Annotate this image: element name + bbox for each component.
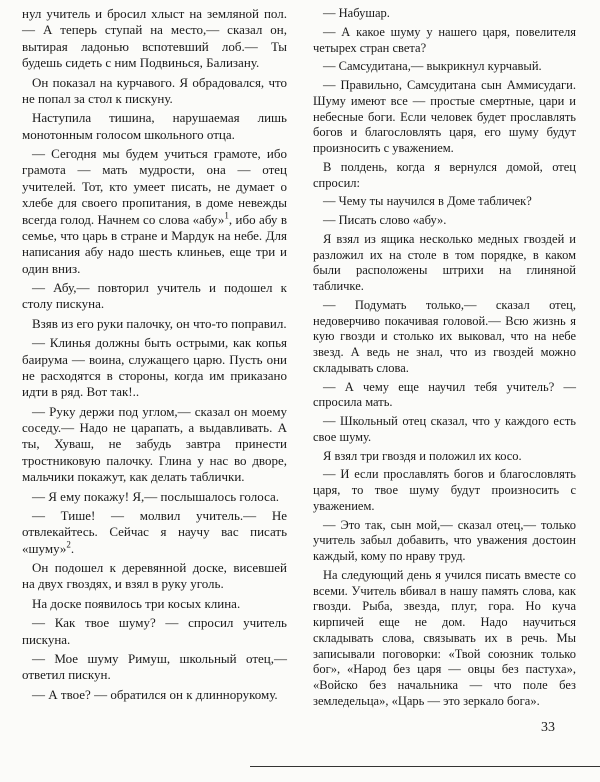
paragraph: Он показал на курчавого. Я обрадовался, что не попал за стол к пискуну.: [22, 74, 287, 106]
paragraph: — А какое шуму у нашего царя, повелителя четырех стран света?: [313, 24, 576, 55]
paragraph: — Клинья должны быть острыми, как копья баирума — воина, служащего царю. Пусть они не расходятся в стороны, когда им приказано идти в ряд. Вот так!..: [22, 335, 287, 400]
paragraph: — Самсудитана,— выкрикнул курчавый.: [323, 59, 542, 74]
paragraph: — И если прославлять богов и благословлять царя, то твое шуму будут произносить с уважением.: [313, 467, 576, 513]
left-column: [22, 6, 287, 706]
paragraph: — Чему ты научился в Доме табличек?: [323, 194, 532, 209]
page-number: 33: [541, 720, 555, 735]
paragraph: — Сегодня мы будем учиться грамоте, ибо грамота — мать мудрости, она — отец учителей. Тот, кто умеет писать, не думает о хлебе для своего пропитания, в доме невежды всегда голод. Начнем со слова «абу»$^1$, ибо абу в семье, что царь в стране и Мардук на небе. Для написания абу надо шесть клиньев, еще три и один вниз.: [22, 146, 287, 276]
paragraph: — Как твое шуму? — спросил учитель пискуна.: [22, 615, 287, 647]
footnote-marker: 2: [66, 539, 71, 550]
paragraph: Я взял три гвоздя и положил их косо.: [323, 448, 522, 463]
paragraph: — Это так, сын мой,— сказал отец,— только учитель забыл добавить, что уважения достоин каждый, кому по нраву труд.: [313, 517, 576, 563]
paragraph: — Писать слово «абу».: [323, 213, 447, 227]
paragraph: Он подошел к деревянной доске, висевшей на двух гвоздях, и взял в руку уголь.: [22, 560, 287, 592]
paragraph: — Набушар.: [323, 6, 390, 20]
paragraph: В полдень, когда я вернулся домой, отец спросил:: [313, 159, 576, 190]
footnote-marker: 1: [224, 210, 229, 221]
paragraph: — А твое? — обратился он к длиннорукому.: [32, 686, 278, 702]
paragraph: — Мое шуму Римуш, школьный отец,— ответил пискун.: [22, 650, 287, 683]
right-column: [313, 6, 576, 713]
paragraph: — А чему еще научил тебя учитель? — спросила мать.: [313, 379, 576, 410]
paragraph: — Школьный отец сказал, что у каждого есть свое шуму.: [313, 414, 576, 444]
paragraph: — Правильно, Самсудитана сын Аммисудаги. Шуму имеют все — простые смертные, цари и небесные боги. Если человек будет прославлять богов и благословлять царя, его шуму будут произносить с уважением.: [313, 78, 576, 155]
paragraph: Я взял из ящика несколько медных гвоздей и разложил их на столе в том порядке, в каком были расположены штрихи на глиняной табличке.: [313, 231, 576, 293]
footer-rule: [250, 766, 600, 767]
paragraph: нул учитель и бросил хлыст на земляной пол.— А теперь ступай на место,— сказал он, вытирая ладонью вспотевший лоб.— Ты будешь сидеть с ним Подвинься, Бализану.: [22, 6, 287, 71]
paragraph: На следующий день я учился писать вместе со всеми. Учитель вбивал в нашу память слова, как гвозди. Рыба, звезда, плуг, гора. Но куча кирпичей еще не дом. Надо научиться складывать слова, связывать их в речь. Мы записывали поговорки: «Твой союзник только бог», «Народ без царя — овцы без пастуха», «Войско без начальника — что поле без земледельца», «Царь — это зеркало бога».: [313, 567, 576, 708]
paragraph: Наступила тишина, нарушаемая лишь монотонным голосом школьного отца.: [22, 110, 287, 142]
paragraph: — Я ему покажу! Я,— послышалось голоса.: [32, 488, 280, 504]
paragraph: — Тише! — молвил учитель.— Не отвлекайтесь. Сейчас я научу вас писать «шуму»$^2$.: [22, 507, 287, 556]
paragraph: — Абу,— повторил учитель и подошел к столу пискуна.: [22, 280, 287, 312]
paragraph: Взяв из его руки палочку, он что-то поправил.: [32, 315, 287, 331]
paragraph: На доске появилось три косых клина.: [32, 595, 241, 611]
paragraph: — Руку держи под углом,— сказал он моему соседу.— Надо не царапать, а выдавливать. А ты, Хуваш, не забудь завтра принести тростниковую палочку. Глина у нас во дворе, мальчики покажут, как делать таблички.: [22, 403, 287, 485]
paragraph: — Подумать только,— сказал отец, недоверчиво покачивая головой.— Всю жизнь я кую гвозди и столько их выковал, что на небе звезд. А ведь не знал, что из гвоздей можно складывать слова.: [313, 297, 576, 375]
